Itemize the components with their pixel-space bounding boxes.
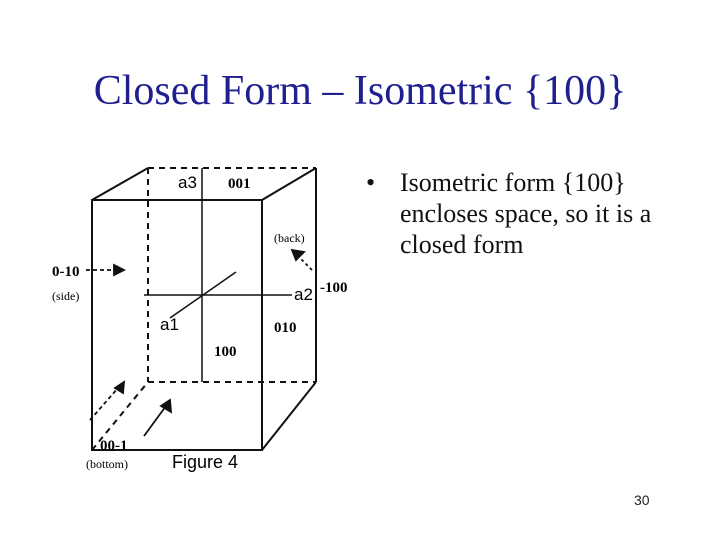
figure-caption: Figure 4	[172, 452, 239, 472]
face-note-bottom: (bottom)	[86, 457, 128, 471]
bullet-dot: •	[366, 168, 376, 197]
bottom-right-edge	[262, 382, 316, 450]
face-label-side: 0-10	[52, 264, 80, 280]
top-right-edge	[262, 168, 316, 200]
face-note-side: (side)	[52, 289, 80, 303]
page-number: 30	[634, 492, 650, 508]
face-label-back: -100	[320, 280, 348, 296]
face-label-right: 010	[274, 320, 297, 336]
axis-label-a3: a3	[178, 173, 197, 192]
isometric-cube-figure	[48, 160, 368, 480]
face-label-front: 100	[214, 344, 237, 360]
back-arrow	[298, 256, 312, 270]
slide-title: Closed Form – Isometric {100}	[93, 68, 627, 114]
axis-label-a1: a1	[160, 315, 179, 334]
bottom-left-arrowhead	[115, 382, 124, 393]
side-arrowhead	[114, 265, 124, 275]
top-left-edge	[92, 168, 148, 200]
axis-label-a2: a2	[294, 285, 313, 304]
face-note-back: (back)	[274, 231, 305, 245]
back-arrowhead	[292, 250, 304, 260]
face-label-bottom: 00-1	[100, 438, 128, 454]
bottom-left-arrow	[90, 388, 118, 420]
bottom-arrow	[144, 406, 166, 436]
face-label-top: 001	[228, 176, 251, 192]
bullet-text: Isometric form {100} encloses space, so it is a closed form	[400, 168, 652, 260]
